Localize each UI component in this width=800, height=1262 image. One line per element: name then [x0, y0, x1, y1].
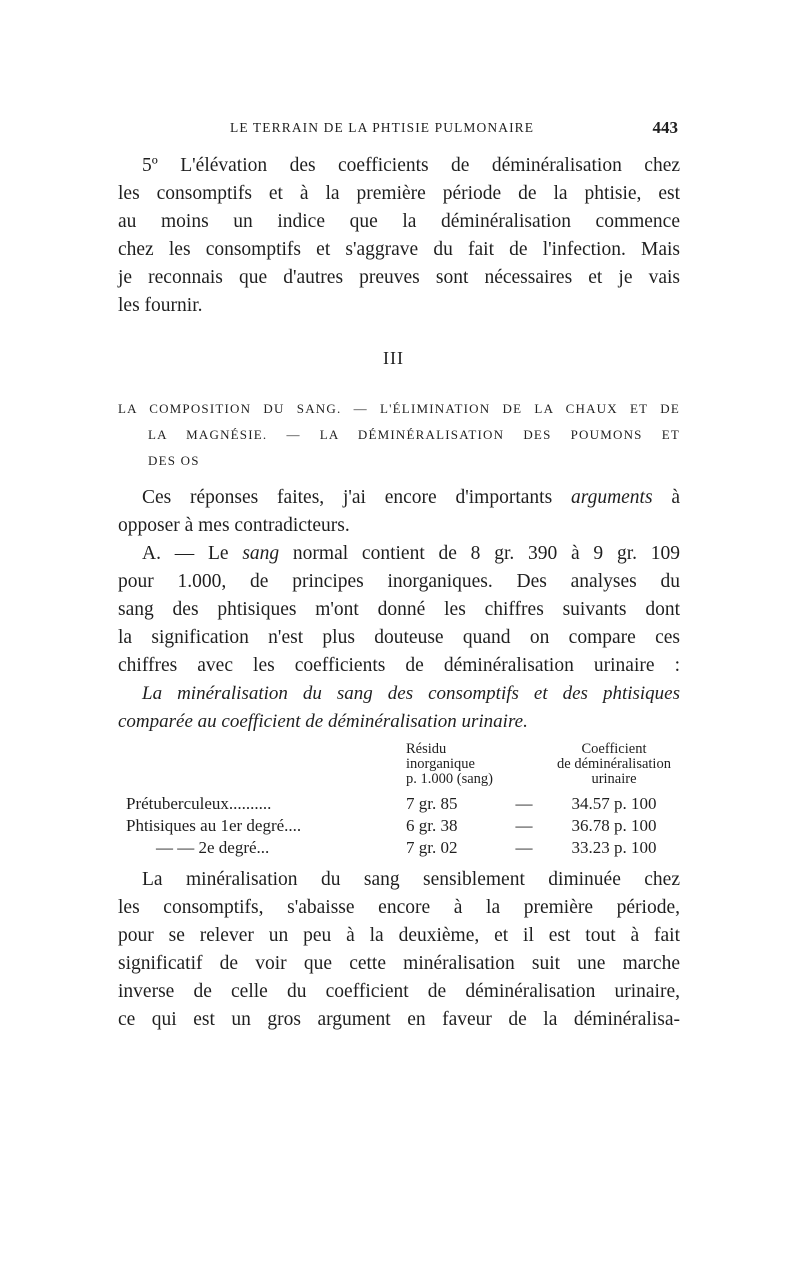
- text-line: sang des phtisiques m'ont donné les chiffres suivants dont: [118, 599, 680, 620]
- text-line: La minéralisation du sang sensiblement diminuée chez: [142, 869, 680, 890]
- heading-line: LA COMPOSITION DU SANG. — L'ÉLIMINATION DE LA CHAUX ET DE: [118, 401, 680, 416]
- text-line: au moins un indice que la déminéralisation commence: [118, 211, 680, 232]
- section-number: III: [383, 348, 404, 368]
- running-title: LE TERRAIN DE LA PHTISIE PULMONAIRE: [230, 120, 535, 135]
- dash: —: [515, 816, 533, 835]
- text-line: A. — Le sang normal contient de 8 gr. 390 à 9 gr. 109: [142, 543, 680, 564]
- running-head: [118, 118, 678, 142]
- text-line: pour se relever un peu à la deuxième, et il est tout à fait: [118, 925, 680, 946]
- page-number: 443: [652, 118, 678, 137]
- row-label: Phtisiques au 1er degré....: [126, 816, 302, 835]
- text-line: ce qui est un gros argument en faveur de la déminéralisa-: [118, 1009, 680, 1030]
- text-line: chiffres avec les coefficients de déminéralisation urinaire :: [118, 655, 680, 676]
- text-line: opposer à mes contradicteurs.: [118, 515, 350, 536]
- residue-value: 7 gr. 85: [406, 794, 458, 813]
- section-heading: [118, 396, 680, 474]
- table-row: [118, 837, 678, 859]
- text-line: significatif de voir que cette minéralisation suit une marche: [118, 953, 680, 974]
- dash: —: [515, 794, 533, 813]
- caption-line: La minéralisation du sang des consomptifs et des phtisiques: [142, 683, 680, 704]
- emphasis: arguments: [570, 487, 653, 508]
- emphasis: sang: [242, 543, 280, 564]
- paragraph-a: [118, 484, 680, 680]
- text-line: je reconnais que d'autres preuves sont nécessaires et je vais: [118, 267, 680, 288]
- mineralisation-table: [118, 742, 678, 859]
- heading-line: DES OS: [148, 453, 200, 468]
- coefficient-value: 34.57 p. 100: [571, 794, 657, 813]
- residue-header: Résidu inorganique p. 1.000 (sang): [406, 741, 493, 787]
- closing-paragraph: [118, 866, 680, 1034]
- row-label: — — 2e degré...: [156, 838, 270, 857]
- residue-value: 7 gr. 02: [406, 838, 458, 857]
- coefficient-header: Coefficient de déminéralisation urinaire: [557, 741, 671, 787]
- text-line: les fournir.: [118, 295, 203, 316]
- table-caption: [118, 680, 680, 736]
- intro-paragraph: [118, 152, 680, 320]
- dash: —: [515, 838, 533, 857]
- coefficient-value: 33.23 p. 100: [571, 838, 657, 857]
- text-line: les consomptifs, s'abaisse encore à la première période,: [118, 897, 680, 918]
- text-line: chez les consomptifs et s'aggrave du fait de l'infection. Mais: [118, 239, 680, 260]
- text-line: Ces réponses faites, j'ai encore d'importants arguments à: [142, 487, 681, 508]
- text-line: pour 1.000, de principes inorganiques. Des analyses du: [118, 571, 680, 592]
- table-row: [118, 815, 678, 837]
- table-row: [118, 793, 678, 815]
- caption-line: comparée au coefficient de déminéralisation urinaire.: [118, 711, 528, 732]
- row-label: Prétuberculeux..........: [126, 794, 272, 813]
- text-line: 5º L'élévation des coefficients de déminéralisation chez: [142, 155, 680, 176]
- coefficient-value: 36.78 p. 100: [571, 816, 657, 835]
- residue-value: 6 gr. 38: [406, 816, 458, 835]
- heading-line: LA MAGNÉSIE. — LA DÉMINÉRALISATION DES POUMONS ET: [148, 427, 680, 442]
- text-line: les consomptifs et à la première période de la phtisie, est: [118, 183, 680, 204]
- text-line: la signification n'est plus douteuse quand on compare ces: [118, 627, 680, 648]
- table-header-row: [118, 742, 678, 793]
- text-line: inverse de celle du coefficient de déminéralisation urinaire,: [118, 981, 680, 1002]
